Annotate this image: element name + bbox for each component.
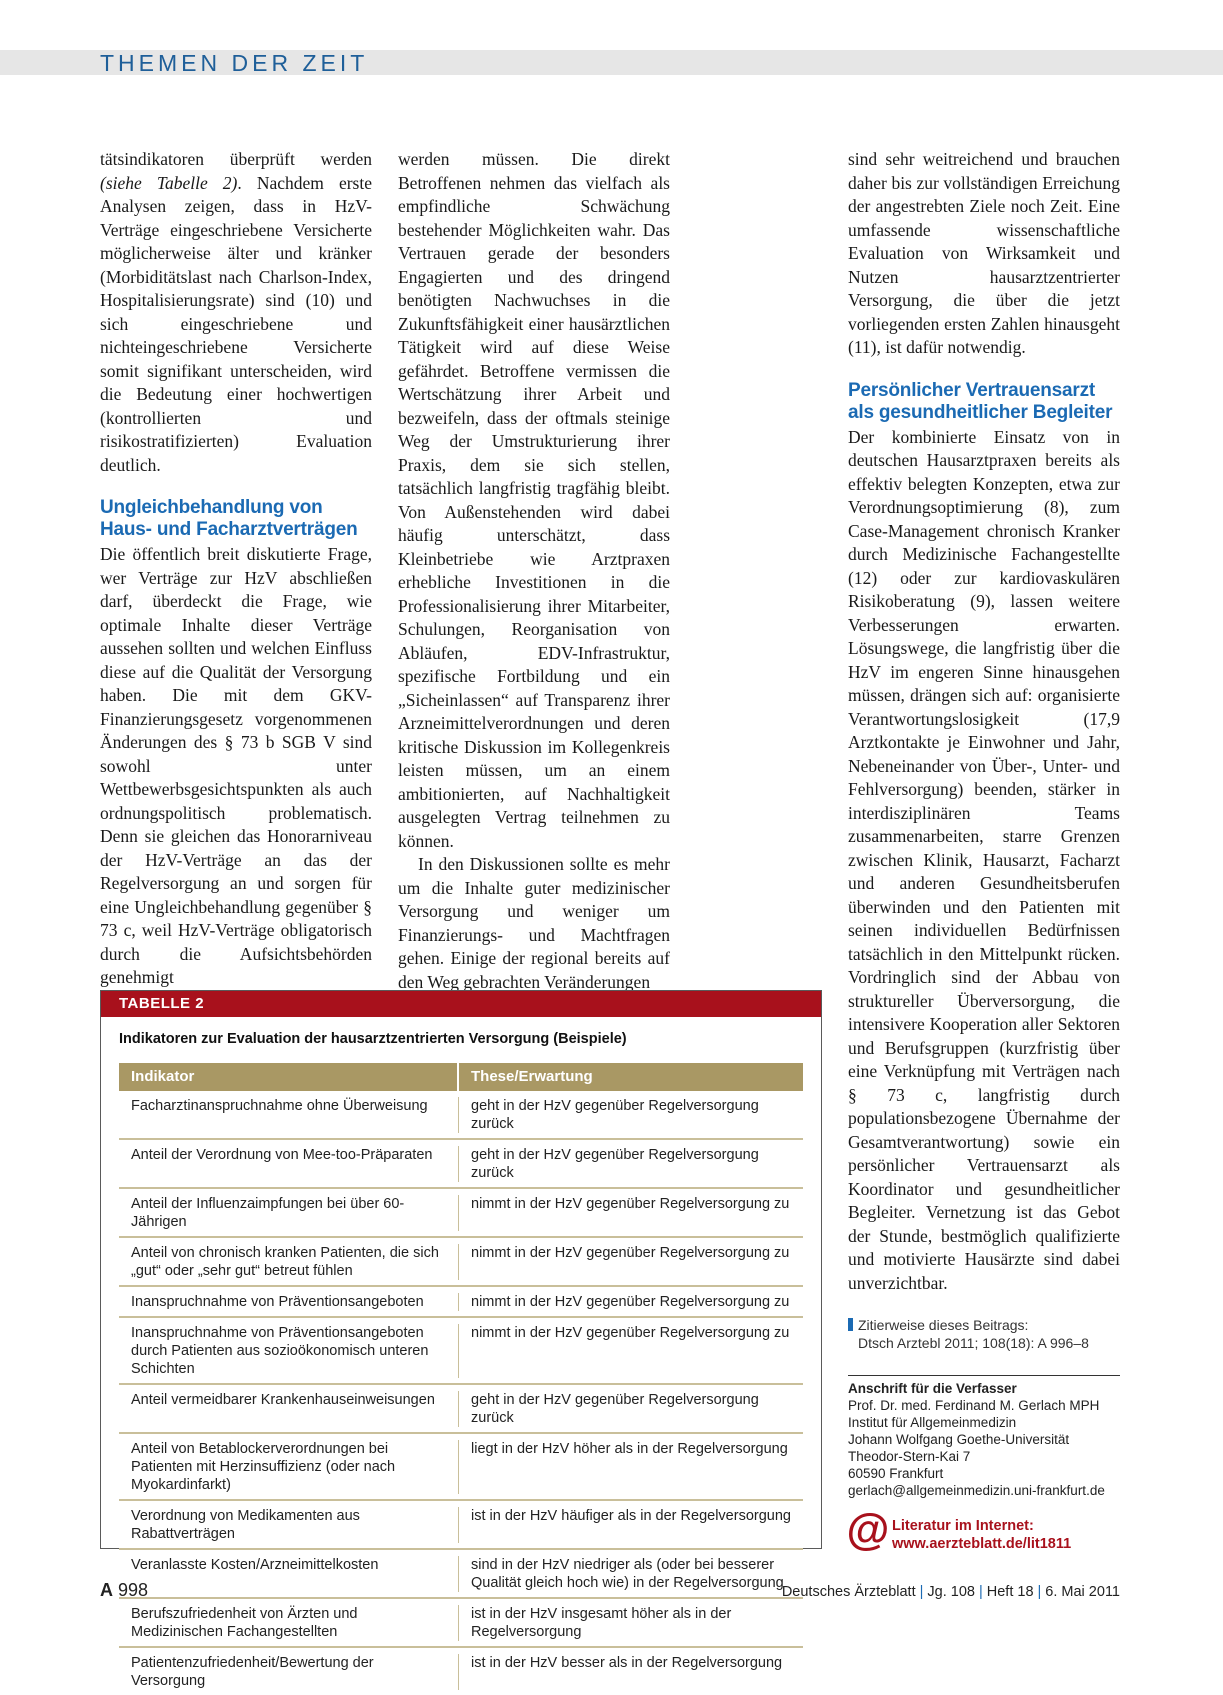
marker-bar-icon [848, 1318, 853, 1331]
table-row [119, 1599, 803, 1648]
table-cell: Anteil von chronisch kranken Patienten, die sich „gut“ oder „sehr gut“ betreut fühlen [119, 1244, 459, 1280]
table-row [119, 1189, 803, 1238]
section-title: THEMEN DER ZEIT [100, 50, 369, 76]
svg-text:@: @ [846, 1508, 890, 1552]
table-cell: Patientenzufriedenheit/Bewertung der Versorgung [119, 1654, 459, 1690]
address-line: Prof. Dr. med. Ferdinand M. Gerlach MPH [848, 1398, 1100, 1413]
table-header-cell: Indikator [119, 1063, 459, 1091]
section-heading: Ungleichbehandlung von Haus- und Facharztverträgen [100, 497, 358, 540]
at-sign-icon [846, 1508, 890, 1552]
table-cell: Veranlasste Kosten/Arzneimittelkosten [119, 1556, 459, 1592]
table-tag: TABELLE 2 [101, 991, 821, 1017]
table-row [119, 1238, 803, 1287]
citation-block [848, 1316, 1120, 1352]
paragraph: In den Diskussionen sollte es mehr um die Inhalte guter medizinischer Versorgung und weniger um Finanzierungs- und Machtfragen gehen. Einige der regional bereits auf den Weg gebrachten Veränderungen [398, 854, 670, 992]
section-heading: Persönlicher Vertrauensarzt als gesundheitlicher Begleiter [848, 379, 1113, 423]
table-row [119, 1434, 803, 1501]
journal-volume: Jg. 108 [927, 1584, 975, 1600]
table-row [119, 1318, 803, 1385]
table-cell: ist in der HzV insgesamt höher als in der Regelversorgung [471, 1606, 732, 1640]
table-cell: nimmt in der HzV gegenüber Regelversorgung zu [471, 1325, 790, 1341]
table-cell: nimmt in der HzV gegenüber Regelversorgung zu [471, 1245, 790, 1261]
literature-text [892, 1517, 1071, 1553]
table-row [119, 1140, 803, 1189]
address-line: Institut für Allgemeinmedizin [848, 1415, 1017, 1430]
footer-journal-info: Deutsches Ärzteblatt | Jg. 108 | Heft 18 | 6. Mai 2011 [781, 1584, 1120, 1600]
literature-url[interactable]: www.aerzteblatt.de/lit1811 [892, 1536, 1072, 1552]
table-cell: Anteil vermeidbarer Krankenhauseinweisungen [119, 1391, 459, 1427]
author-address [848, 1375, 1120, 1499]
paragraph: Die öffentlich breit diskutierte Frage, wer Verträge zur HzV abschließen darf, überdeckt die Frage, wie optimale Inhalte dieser Verträge aussehen sollten und welchen Einfluss diese auf die Qualität der Versorgung haben. Die mit dem GKV-Finanzierungsgesetz vorgenommenen Änderungen des § 73 b SGB V sind sowohl unter Wettbewerbsgesichtspunkten als auch ordnungspolitisch problematisch. Denn sie gleichen das Honorarniveau der HzV-Verträge an das der Regelversorgung an und sorgen für eine Ungleichbehandlung gegenüber § 73 c, weil HzV-Verträge obligatorisch durch die Aufsichtsbehörden genehmigt [100, 544, 372, 987]
page-prefix: A [100, 1580, 113, 1600]
table-cell: Facharztinanspruchnahme ohne Überweisung [119, 1097, 459, 1133]
article-column-1 [100, 148, 372, 990]
table-row [119, 1091, 803, 1140]
table-cell: geht in der HzV gegenüber Regelversorgung zurück [471, 1098, 759, 1132]
paragraph: Der kombinierte Einsatz von in deutschen Hausarztpraxen bereits als effektiv belegten Konzepten, etwa zur Verordnungsoptimierung (8), zum Case-Management chronisch Kranker durch Medizinische Fachangestellte (12) oder zur kardiovaskulären Risikoberatung (9), lassen weitere Verbesserungen erwarten. Lösungswege, die langfristig über die HzV im engeren Sinne hinausgehen müssen, drängen sich auf: organisierte Verantwortungslosigkeit (17,9 Arztkontakte je Einwohner und Jahr, Nebeneinander von Über-, Unter- und Fehlversorgung) beenden, stärker in interdisziplinären Teams zusammenarbeiten, starre Grenzen zwischen Klinik, Hausarzt, Facharzt und anderen Gesundheitsberufen überwinden und den Patienten mit seinen individuellen Bedürfnissen tatsächlich in den Mittelpunkt rücken. Vordringlich sind der Abbau von struktureller Überversorgung, die intensivere Kooperation aller Sektoren und Berufsgruppen (kurzfristig über eine Verknüpfung mit Verträgen nach § 73 c, langfristig durch populationsbezogene Übernahme der Gesamtverantwortung) sowie ein persönlicher Vertrauensarzt als Koordinator und gesundheitlicher Begleiter. Vernetzung ist das Gebot der Stunde, bestmöglich qualifizierte und motivierte Hausärzte sind dabei unverzichtbar. [848, 426, 1120, 1293]
table-cell: ist in der HzV besser als in der Regelversorgung [471, 1655, 783, 1671]
literature-link-block [846, 1508, 1126, 1556]
article-column-2 [398, 148, 670, 994]
citation-label: Zitierweise dieses Beitrags: [858, 1317, 1029, 1333]
paragraph: sind sehr weitreichend und brauchen daher bis zur vollständigen Erreichung der angestrebten Ziele noch Zeit. Eine umfassende wissenschaftliche Evaluation von Wirksamkeit und Nutzen hausarztzentrierter Versorgung, die über die jetzt vorliegenden ersten Zahlen hinausgeht (11), ist dafür notwendig. [848, 149, 1120, 357]
table-row [119, 1287, 803, 1318]
table-cell: nimmt in der HzV gegenüber Regelversorgung zu [471, 1294, 790, 1310]
table-cell: Anteil von Betablockerverordnungen bei Patienten mit Herzinsuffizienz (oder nach Myokardinfarkt) [119, 1440, 459, 1494]
address-line: Johann Wolfgang Goethe-Universität [848, 1432, 1070, 1447]
journal-date: 6. Mai 2011 [1045, 1584, 1120, 1600]
literature-label: Literatur im Internet: [892, 1518, 1034, 1534]
table-cell: Berufszufriedenheit von Ärzten und Medizinischen Fachangestellten [119, 1605, 459, 1641]
table-cell: geht in der HzV gegenüber Regelversorgung zurück [471, 1392, 759, 1426]
table-header-row [119, 1063, 803, 1091]
address-line: 60590 Frankfurt [848, 1466, 944, 1481]
table-cell: geht in der HzV gegenüber Regelversorgung zurück [471, 1147, 759, 1181]
table-caption: Indikatoren zur Evaluation der hausarztzentrierten Versorgung (Beispiele) [119, 1031, 627, 1047]
address-email[interactable]: gerlach@allgemeinmedizin.uni-frankfurt.de [848, 1483, 1105, 1498]
address-line: Theodor-Stern-Kai 7 [848, 1449, 971, 1464]
table-reference: (siehe Tabelle 2) [100, 172, 238, 193]
table-cell: liegt in der HzV höher als in der Regelversorgung [471, 1441, 788, 1457]
article-column-3 [848, 148, 1120, 1295]
table-cell: Verordnung von Medikamenten aus Rabattverträgen [119, 1507, 459, 1543]
table-header-cell: These/Erwartung [471, 1068, 593, 1085]
page-number [100, 1580, 148, 1601]
journal-name: Deutsches Ärzteblatt [781, 1584, 916, 1600]
table-row [119, 1550, 803, 1599]
table-cell: Anteil der Influenzaimpfungen bei über 60-Jährigen [119, 1195, 459, 1231]
table-row [119, 1501, 803, 1550]
table-cell: sind in der HzV niedriger als (oder bei besserer Qualität gleich hoch wie) in der Regelversorgung [471, 1557, 784, 1591]
citation-reference: Dtsch Arztebl 2011; 108(18): A 996–8 [858, 1335, 1089, 1351]
journal-issue: Heft 18 [986, 1584, 1034, 1600]
table-cell: ist in der HzV häufiger als in der Regelversorgung [471, 1508, 791, 1524]
paragraph: werden müssen. Die direkt Betroffenen nehmen das vielfach als empfindliche Schwächung bestehender Möglichkeiten wahr. Das Vertrauen gerade der besonders Engagierten und des dringend benötigten Nachwuchses in die Zukunftsfähigkeit einer hausärztlichen Tätigkeit wird auf diese Weise gefährdet. Betroffene vermissen die Wertschätzung ihrer Arbeit und bezweifeln, dass der oftmals steinige Weg der Umstrukturierung ihrer Praxis, dem sie sich stellen, tatsächlich langfristig tragfähig bleibt. Von Außenstehenden wird dabei häufig unterschätzt, dass Kleinbetriebe wie Arztpraxen erhebliche Investitionen in die Professionalisierung ihrer Mitarbeiter, Schulungen, Reorganisation von Abläufen, EDV-Infrastruktur, spezifische Fortbildung und ein „Sicheinlassen“ auf Transparenz ihrer Arzneimittelverordnungen und deren kritische Diskussion im Kollegenkreis leisten müssen, um an einem ambitionierten, auf Nachhaltigkeit ausgelegten Vertrag teilnehmen zu können. [398, 149, 670, 851]
table-cell: Anteil der Verordnung von Mee-too-Präparaten [119, 1146, 459, 1182]
table-cell: Inanspruchnahme von Präventionsangeboten durch Patienten aus sozioökonomisch unteren Schichten [119, 1324, 459, 1378]
table-row [119, 1385, 803, 1434]
table-cell: nimmt in der HzV gegenüber Regelversorgung zu [471, 1196, 790, 1212]
table-cell: Inanspruchnahme von Präventionsangeboten [119, 1293, 459, 1311]
table-row [119, 1648, 803, 1695]
table-grid [119, 1063, 803, 1695]
paragraph: tätsindikatoren überprüft werden (siehe Tabelle 2). Nachdem erste Analysen zeigen, dass in HzV-Verträge eingeschriebene Versicherte möglicherweise älter und kränker (Morbiditätslast nach Charlson-Index, Hospitalisierungsrate) sind (10) und sich eingeschriebene und nichteingeschriebene Versicherte somit signifikant unterscheiden, wird die Bedeutung einer hochwertigen (kontrollierten und risikostratifizierten) Evaluation deutlich. [100, 149, 372, 475]
address-label: Anschrift für die Verfasser [848, 1381, 1017, 1396]
page-number-value: 998 [118, 1580, 149, 1600]
